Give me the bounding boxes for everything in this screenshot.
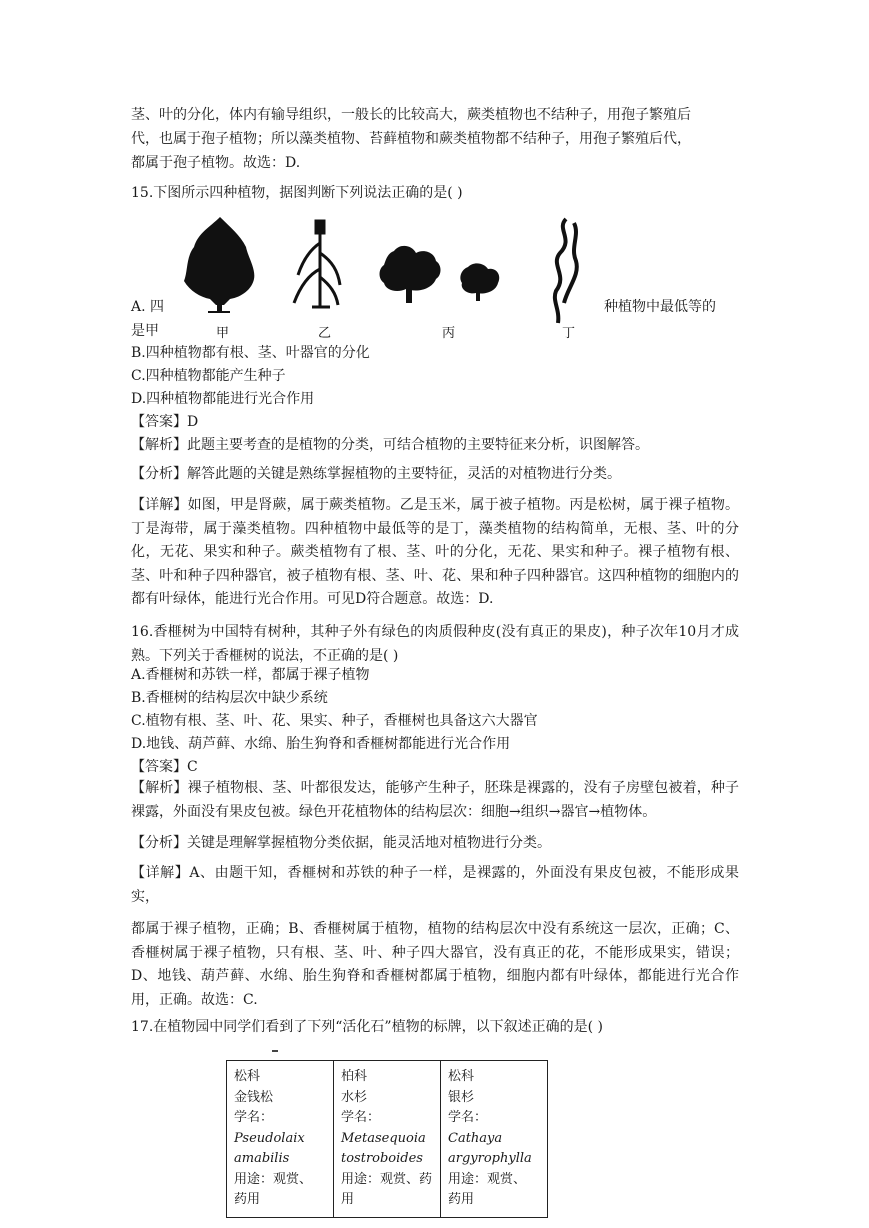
card-family: 松科 bbox=[234, 1069, 261, 1084]
q16-option-a: A.香榧树和苏铁一样，都属于裸子植物 bbox=[131, 667, 370, 683]
plant-ding-icon bbox=[555, 219, 577, 323]
q15-stem: 15.下图所示四种植物，据图判断下列说法正确的是( ) bbox=[131, 185, 463, 201]
card-sci-name-2: tostroboides bbox=[341, 1151, 423, 1166]
q15-option-c: C.四种植物都能产生种子 bbox=[131, 368, 286, 384]
plant-bing-icon bbox=[380, 246, 500, 303]
card-use-2: 药用 bbox=[448, 1192, 475, 1207]
scan-mark bbox=[272, 1050, 278, 1052]
card-sci-name-2: argyrophylla bbox=[448, 1151, 532, 1166]
plant-card bbox=[441, 1061, 548, 1218]
q15-answer: 【答案】D bbox=[131, 414, 199, 430]
q16-stem: 16.香榧树为中国特有树种，其种子外有绿色的肉质假种皮(没有真正的果皮)，种子次年10月才成熟。下列关于香榧树的说法，不正确的是( ) bbox=[131, 624, 739, 664]
card-name: 水杉 bbox=[341, 1089, 368, 1105]
card-sci-label: 学名： bbox=[341, 1110, 381, 1125]
q16-xiangjie-2: 都属于裸子植物，正确；B、香榧树属于植物，植物的结构层次中没有系统这一层次，正确；C、香榧树属于裸子植物，只有根、茎、叶、种子四大器官，没有真正的花，不能形成果实，错误；D、地钱、葫芦藓、水绵、胎生狗脊和香榧树都属于植物，细胞内都有叶绿体，都能进行光合作用，正确。故选：C. bbox=[131, 921, 739, 1008]
q16-option-d: D.地钱、葫芦藓、水绵、胎生狗脊和香榧树都能进行光合作用 bbox=[131, 736, 511, 752]
table-row bbox=[227, 1061, 548, 1218]
figure-label-yi: 乙 bbox=[318, 326, 332, 341]
card-use-1: 用途：观赏、药 bbox=[341, 1171, 433, 1187]
card-sci-label: 学名： bbox=[234, 1110, 274, 1125]
card-name: 银杉 bbox=[448, 1089, 475, 1105]
intro-line-2: 代，也属于孢子植物；所以藻类植物、苔藓植物和蕨类植物都不结种子，用孢子繁殖后代， bbox=[131, 131, 691, 147]
card-use-1: 用途：观赏、 bbox=[448, 1171, 527, 1187]
card-use-2: 药用 bbox=[234, 1192, 261, 1207]
q15-plant-figure bbox=[180, 213, 592, 341]
q17-stem: 17.在植物园中同学们看到了下列“活化石”植物的标牌，以下叙述正确的是( ) bbox=[131, 1019, 603, 1035]
card-name: 金钱松 bbox=[234, 1089, 274, 1105]
q16-xiangjie-1: 【详解】A、由题干知，香榧树和苏铁的种子一样，是裸露的，外面没有果皮包被，不能形成果实， bbox=[131, 865, 739, 905]
card-family: 松科 bbox=[448, 1069, 475, 1084]
intro-line-1: 茎、叶的分化，体内有输导组织，一般长的比较高大，蕨类植物也不结种子，用孢子繁殖后 bbox=[131, 107, 691, 123]
figure-label-jia: 甲 bbox=[216, 326, 230, 341]
q15-option-a-tail: 是甲 bbox=[131, 323, 159, 339]
q16-jiexi: 【解析】裸子植物根、茎、叶都很发达，能够产生种子，胚珠是裸露的，没有子房壁包被着，种子裸露，外面没有果皮包被。绿色开花植物体的结构层次：细胞→组织→器官→植物体。 bbox=[131, 780, 739, 820]
plant-card bbox=[334, 1061, 441, 1218]
q16-answer: 【答案】C bbox=[131, 759, 198, 775]
card-sci-name-2: amabilis bbox=[234, 1151, 290, 1166]
card-use-1: 用途：观赏、 bbox=[234, 1171, 313, 1187]
intro-line-3: 都属于孢子植物。故选：D. bbox=[131, 155, 301, 171]
plant-jia-icon bbox=[184, 217, 254, 313]
q15-option-a-start: A. 四 bbox=[131, 299, 165, 315]
figure-label-ding: 丁 bbox=[562, 326, 576, 341]
card-sci-name-1: Metasequoia bbox=[341, 1130, 426, 1146]
plants-illustration bbox=[180, 213, 592, 341]
plant-label-table bbox=[226, 1060, 548, 1218]
plant-yi-icon bbox=[294, 221, 340, 307]
q15-jiexi: 【解析】此题主要考查的是植物的分类，可结合植物的主要特征来分析，识图解答。 bbox=[131, 437, 649, 453]
card-sci-name-1: Pseudolaix bbox=[234, 1130, 305, 1146]
q15-xiangjie: 【详解】如图，甲是肾蕨，属于蕨类植物。乙是玉米，属于被子植物。丙是松树，属于裸子植物。丁是海带，属于藻类植物。四种植物中最低等的是丁，藻类植物的结构简单，无根、茎、叶的分化，无花、果实和种子。蕨类植物有了根、茎、叶的分化，无花、果实和种子。裸子植物有根、茎、叶和种子四种器官，被子植物有根、茎、叶、花、果和种子四种器官。这四种植物的细胞内的都有叶绿体，能进行光合作用。可见D符合题意。故选：D. bbox=[131, 497, 739, 607]
q15-option-d: D.四种植物都能进行光合作用 bbox=[131, 391, 315, 407]
card-use-2: 用 bbox=[341, 1192, 355, 1207]
card-sci-label: 学名： bbox=[448, 1110, 488, 1125]
q16-option-b: B.香榧树的结构层次中缺少系统 bbox=[131, 690, 328, 706]
q15-fenxi: 【分析】解答此题的关键是熟练掌握植物的主要特征，灵活的对植物进行分类。 bbox=[131, 466, 621, 482]
q15-option-b: B.四种植物都有根、茎、叶器官的分化 bbox=[131, 345, 370, 361]
card-family: 柏科 bbox=[341, 1069, 368, 1084]
card-sci-name-1: Cathaya bbox=[448, 1130, 503, 1146]
q16-option-c: C.植物有根、茎、叶、花、果实、种子，香榧树也具备这六大器官 bbox=[131, 713, 538, 729]
figure-label-bing: 丙 bbox=[442, 326, 456, 341]
q16-fenxi: 【分析】关键是理解掌握植物分类依据，能灵活地对植物进行分类。 bbox=[131, 835, 551, 851]
plant-card bbox=[227, 1061, 334, 1218]
q15-option-a-end: 种植物中最低等的 bbox=[604, 299, 716, 315]
